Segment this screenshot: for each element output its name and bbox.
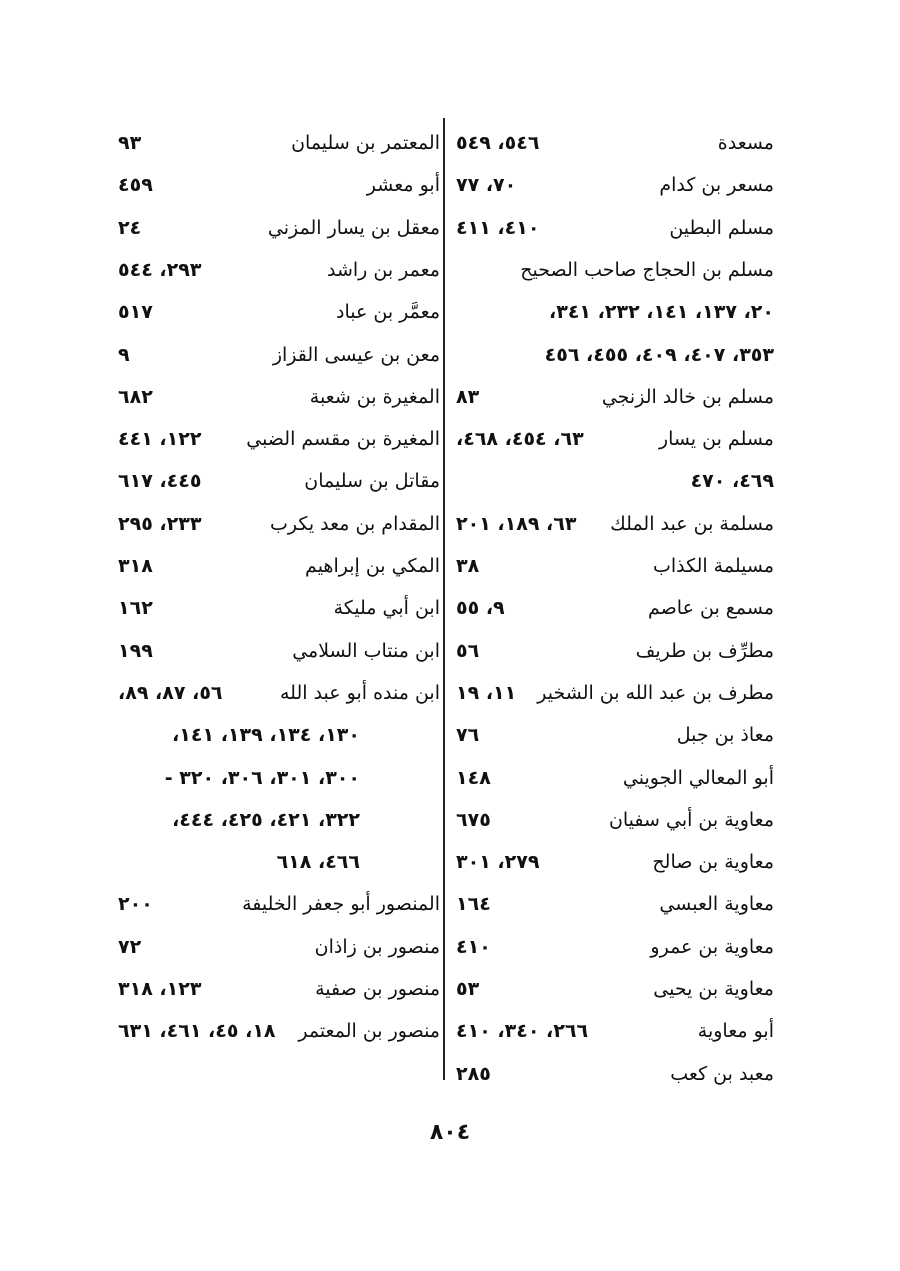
index-entry — [452, 1010, 774, 1052]
index-entry — [112, 503, 440, 545]
entry-pages: ٩٣ — [118, 132, 142, 154]
entry-pages: ٩ — [118, 343, 130, 366]
entry-name: معاوية بن يحيى — [653, 978, 774, 1000]
entry-name: منصور بن صفية — [315, 978, 440, 1000]
entry-pages: ١٣٠، ١٣٤، ١٣٩، ١٤١، — [172, 724, 360, 747]
index-entry — [452, 545, 774, 587]
entry-pages: ٦٣، ٤٥٤، ٤٦٨، — [456, 428, 584, 451]
index-entry — [112, 672, 440, 714]
entry-name: المغيرة بن شعبة — [309, 385, 440, 408]
column-divider — [443, 118, 445, 1080]
entry-name: مسعدة — [717, 132, 774, 154]
entry-name: مطرف بن عبد الله بن الشخير — [537, 681, 774, 704]
entry-pages: ٢٦٦، ٣٤٠، ٤١٠ — [456, 1020, 589, 1043]
index-entry — [452, 757, 774, 799]
index-entry — [112, 291, 440, 333]
page-number: ٨٠٤ — [429, 1120, 471, 1145]
entry-pages: ٧٠، ٧٧ — [456, 174, 517, 197]
index-entry — [112, 334, 440, 376]
entry-name: معاوية العبسي — [659, 893, 774, 916]
entry-pages: ٤٦٦، ٦١٨ — [276, 851, 360, 874]
entry-name: مسعر بن كدام — [659, 174, 774, 197]
entry-name: مسلم البطين — [669, 216, 774, 239]
entry-name: مسلم بن يسار — [658, 428, 774, 451]
index-entry — [112, 968, 440, 1010]
index-entry — [112, 545, 440, 587]
entry-pages: ٣١٨ — [118, 555, 153, 577]
entry-pages: ٢٧٩، ٣٠١ — [456, 851, 540, 874]
entry-name: المغيرة بن مقسم الضبي — [246, 428, 440, 451]
entry-pages: ٣٥٣، ٤٠٧، ٤٠٩، ٤٥٥، ٤٥٦ — [544, 343, 774, 366]
entry-pages: ٧٦ — [456, 724, 480, 747]
index-entry — [112, 883, 440, 925]
entry-name: معقل بن يسار المزني — [267, 216, 440, 239]
entry-name: مسلمة بن عبد الملك — [610, 512, 774, 535]
index-entry — [452, 460, 774, 502]
entry-name: معاوية بن عمرو — [650, 935, 774, 958]
entry-pages: ٢٠، ١٣٧، ١٤١، ٢٣٢، ٣٤١، — [549, 301, 774, 324]
entry-pages: ٣٠٠، ٣٠١، ٣٠٦، ٣٢٠ - — [164, 766, 360, 789]
entry-name: معن بن عيسى القزاز — [272, 343, 440, 366]
index-entry — [112, 587, 440, 629]
index-entry — [112, 418, 440, 460]
entry-pages: ٥٦، ٨٧، ٨٩، — [118, 681, 223, 704]
entry-pages: ٢٣٣، ٢٩٥ — [118, 512, 202, 535]
entry-pages: ٥١٧ — [118, 301, 153, 324]
entry-name: أبو معشر — [366, 174, 440, 197]
entry-pages: ٤٦٩، ٤٧٠ — [690, 470, 774, 493]
index-entry — [452, 376, 774, 418]
entry-pages: ٦٣، ١٨٩، ٢٠١ — [456, 512, 577, 535]
index-entry — [112, 460, 440, 502]
entry-name: ابن منتاب السلامي — [292, 639, 440, 662]
index-entry — [112, 757, 440, 799]
entry-pages: ١٢٢، ٤٤١ — [118, 428, 202, 451]
entry-pages: ١٦٢ — [118, 597, 153, 620]
index-entry — [452, 714, 774, 756]
index-entry — [452, 334, 774, 376]
index-entry — [452, 883, 774, 925]
entry-pages: ١١، ١٩ — [456, 681, 517, 704]
index-entry — [112, 122, 440, 164]
entry-name: ابن أبي مليكة — [333, 597, 440, 620]
entry-pages: ٥٤٦، ٥٤٩ — [456, 132, 540, 154]
entry-pages: ٢٤ — [118, 216, 142, 239]
index-entry — [112, 164, 440, 206]
entry-name: معاذ بن جبل — [676, 724, 774, 747]
index-entry — [112, 207, 440, 249]
index-entry — [112, 926, 440, 968]
index-entry — [452, 164, 774, 206]
entry-pages: ٤٤٥، ٦١٧ — [118, 470, 202, 493]
entry-pages: ٦٧٥ — [456, 808, 491, 831]
entry-pages: ٨٣ — [456, 385, 480, 408]
entry-pages: ٢٨٥ — [456, 1062, 491, 1085]
index-entry — [112, 714, 440, 756]
entry-name: معمَّر بن عباد — [336, 301, 440, 324]
entry-name: مطرِّف بن طريف — [635, 639, 774, 662]
index-entry — [112, 1010, 440, 1052]
entry-pages: ١٢٣، ٣١٨ — [118, 978, 202, 1000]
entry-pages: ١٦٤ — [456, 893, 491, 916]
entry-pages: ٣٢٢، ٤٢١، ٤٢٥، ٤٤٤، — [172, 808, 360, 831]
entry-pages: ٧٢ — [118, 935, 142, 958]
index-entry — [112, 376, 440, 418]
index-entry — [452, 418, 774, 460]
index-entry — [452, 630, 774, 672]
index-entry — [452, 503, 774, 545]
entry-pages: ٤١٠، ٤١١ — [456, 216, 540, 239]
entry-pages: ٦٨٢ — [118, 385, 153, 408]
entry-pages: ١٨، ٤٥، ٤٦١، ٦٣١ — [118, 1020, 276, 1043]
index-entry — [452, 249, 774, 291]
entry-pages: ٩، ٥٥ — [456, 597, 505, 620]
entry-name: منصور بن زاذان — [314, 935, 440, 958]
entry-pages: ٢٠٠ — [118, 893, 153, 916]
index-entry — [112, 630, 440, 672]
index-entry — [452, 799, 774, 841]
entry-name: مسلم بن الحجاج صاحب الصحيح — [520, 258, 774, 281]
index-entry — [452, 587, 774, 629]
entry-name: معبد بن كعب — [670, 1062, 774, 1085]
entry-pages: ٥٦ — [456, 639, 480, 662]
entry-pages: ٤٥٩ — [118, 174, 153, 197]
entry-pages: ٣٨ — [456, 555, 480, 577]
entry-pages: ١٤٨ — [456, 766, 491, 789]
index-entry — [452, 841, 774, 883]
entry-name: أبو معاوية — [697, 1020, 774, 1043]
entry-name: مقاتل بن سليمان — [304, 470, 440, 493]
entry-name: المكي بن إبراهيم — [305, 555, 440, 577]
index-entry — [112, 249, 440, 291]
index-entry — [452, 1053, 774, 1095]
entry-name: مسلم بن خالد الزنجي — [601, 385, 774, 408]
entry-name: معاوية بن صالح — [652, 851, 774, 874]
index-entry — [452, 207, 774, 249]
index-entry — [452, 672, 774, 714]
index-entry — [452, 926, 774, 968]
entry-pages: ٥٣ — [456, 978, 480, 1000]
entry-name: منصور بن المعتمر — [298, 1020, 440, 1043]
entry-name: أبو المعالي الجويني — [622, 766, 774, 789]
entry-name: مسيلمة الكذاب — [652, 555, 774, 577]
entry-name: ابن منده أبو عبد الله — [280, 681, 440, 704]
entry-name: مسمع بن عاصم — [648, 597, 774, 620]
index-entry — [452, 968, 774, 1010]
entry-pages: ١٩٩ — [118, 639, 153, 662]
entry-name: معمر بن راشد — [327, 258, 440, 281]
entry-name: المقدام بن معد يكرب — [269, 512, 440, 535]
entry-name: المعتمر بن سليمان — [291, 132, 440, 154]
index-entry — [452, 122, 774, 164]
index-entry — [112, 799, 440, 841]
entry-name: معاوية بن أبي سفيان — [608, 808, 774, 831]
entry-pages: ٢٩٣، ٥٤٤ — [118, 258, 202, 281]
index-entry — [452, 291, 774, 333]
index-entry — [112, 841, 440, 883]
entry-pages: ٤١٠ — [456, 935, 491, 958]
entry-name: المنصور أبو جعفر الخليفة — [242, 893, 440, 916]
